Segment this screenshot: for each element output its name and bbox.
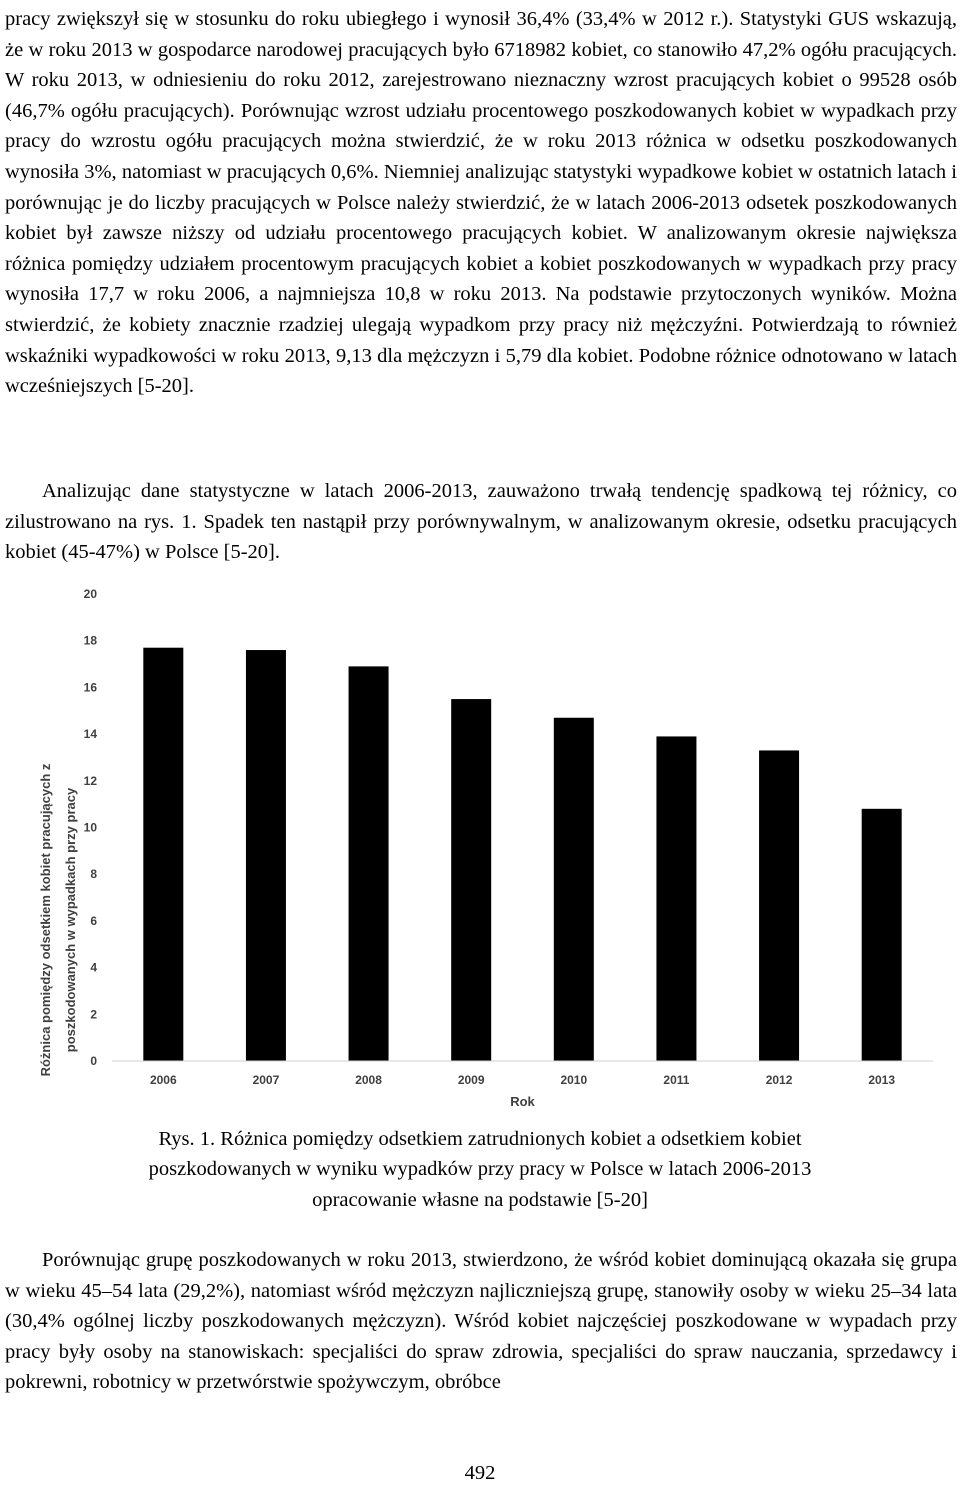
x-tick-label: 2010 <box>560 1073 588 1087</box>
y-tick-label: 6 <box>90 913 97 928</box>
figure-caption <box>0 1124 960 1215</box>
bar-2013 <box>862 809 902 1061</box>
chart-bars <box>143 648 901 1061</box>
bar-2006 <box>143 648 183 1061</box>
x-tick-label: 2011 <box>663 1073 690 1087</box>
difference-bar-chart <box>0 580 960 1120</box>
x-tick-label: 2007 <box>252 1073 280 1087</box>
y-tick-label: 20 <box>83 587 97 601</box>
y-axis-ticks <box>84 587 98 1068</box>
x-axis-label: Rok <box>510 1094 535 1109</box>
y-tick-label: 4 <box>90 960 97 975</box>
y-tick-label: 8 <box>90 867 97 882</box>
body-paragraph: Analizując dane statystyczne w latach 2006-2013, zauważono trwałą tendencję spadkową tej różnicy, co zilustrowano na rys. 1. Spadek ten nastąpił przy porównywalnym, w analizowanym okresie, odsetku pracujących kobiet (45-47%) w Polsce [5-20]. <box>5 480 957 564</box>
bar-2009 <box>451 699 491 1061</box>
x-tick-label: 2013 <box>868 1073 896 1087</box>
caption-line-1: Rys. 1. Różnica pomiędzy odsetkiem zatrudnionych kobiet a odsetkiem kobiet <box>158 1128 802 1150</box>
body-paragraph: Porównując grupę poszkodowanych w roku 2013, stwierdzono, że wśród kobiet dominującą okazała się grupa w wieku 45–54 lata (29,2%), natomiast wśród mężczyzn najliczniejszą grupę, stanowiły osoby w wieku 25–34 lata (30,4% ogólnej liczby poszkodowanych mężczyzn). Wśród kobiet najczęściej poszkodowane w wypadach przy pracy były osoby na stanowiskach: specjaliści do spraw zdrowia, specjaliści do spraw nauczania, sprzedawcy i pokrewni, robotnicy w przetwórstwie spożywczym, obróbce <box>5 1249 957 1394</box>
y-tick-label: 12 <box>83 773 97 788</box>
caption-line-2: poszkodowanych w wyniku wypadków przy pracy w Polsce w latach 2006-2013 <box>148 1158 812 1181</box>
x-axis-ticks <box>150 1073 895 1087</box>
y-tick-label: 0 <box>90 1054 97 1068</box>
bar-2008 <box>349 666 389 1061</box>
x-tick-label: 2008 <box>355 1073 382 1087</box>
page-number: 492 <box>464 1462 496 1484</box>
x-tick-label: 2009 <box>457 1073 485 1087</box>
y-tick-label: 16 <box>83 680 97 695</box>
caption-line-3: opracowanie własne na podstawie [5-20] <box>312 1188 648 1211</box>
y-axis-label-line-1: Różnica pomiędzy odsetkiem kobiet pracujących z <box>38 763 53 1077</box>
x-tick-label: 2006 <box>149 1073 177 1087</box>
bar-2010 <box>554 718 594 1061</box>
y-tick-label: 14 <box>83 727 97 742</box>
y-tick-label: 2 <box>90 1007 97 1022</box>
y-tick-label: 18 <box>83 633 97 648</box>
bar-2012 <box>759 750 799 1061</box>
body-paragraph: pracy zwiększył się w stosunku do roku ubiegłego i wynosił 36,4% (33,4% w 2012 r.). Statystyki GUS wskazują, że w roku 2013 w gospodarce narodowej pracujących było 6718982 kobiet, co stanowiło 47,2% ogółu pracujących. W roku 2013, w odniesieniu do roku 2012, zarejestrowano nieznaczny wzrost pracujących kobiet o 99528 osób (46,7% ogółu pracujących). Porównując wzrost udziału procentowego poszkodowanych kobiet w wypadkach przy pracy do wzrostu ogółu pracujących można stwierdzić, że w roku 2013 różnica w odsetku poszkodowanych wynosiła 3%, natomiast w pracujących 0,6%. Niemniej analizując statystyki wypadkowe kobiet w ostatnich latach i porównując je do liczby pracujących w Polsce należy stwierdzić, że w latach 2006-2013 odsetek poszkodowanych kobiet był zawsze niższy od udziału procentowego pracujących kobiet. W analizowanym okresie największa różnica pomiędzy udziałem procentowym pracujących kobiet a kobiet poszkodowanych w wypadkach przy pracy wynosiła 17,7 w roku 2006, a najmniejsza 10,8 w roku 2013. Na podstawie przytoczonych wyników. Można stwierdzić, że kobiety znacznie rzadziej ulegają wypadkom przy pracy niż mężczyźni. Potwierdzają to również wskaźniki wypadkowości w roku 2013, 9,13 dla mężczyzn i 5,79 dla kobiet. Podobne różnice odnotowano w latach wcześniejszych [5-20]. <box>5 8 957 398</box>
y-axis-label-line-2: poszkodowanych w wypadkach przy pracy <box>63 787 78 1053</box>
bar-2007 <box>246 650 286 1061</box>
bar-2011 <box>656 736 696 1061</box>
x-tick-label: 2012 <box>765 1073 793 1087</box>
y-tick-label: 10 <box>83 820 97 835</box>
